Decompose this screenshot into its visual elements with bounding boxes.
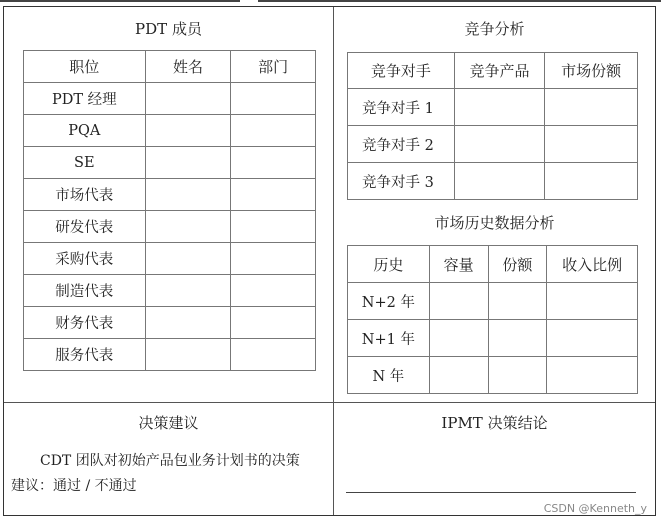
pdt-members-table	[23, 50, 316, 371]
competitor-product-cell	[454, 89, 545, 126]
market-header-history: 历史	[348, 246, 430, 283]
market-cell	[429, 320, 488, 357]
market-cell	[488, 357, 547, 394]
competition-table	[347, 52, 638, 200]
pdt-name-cell	[145, 307, 231, 339]
pdt-name-cell	[145, 179, 231, 211]
pdt-row-label: 服务代表	[24, 339, 146, 371]
market-history-table	[347, 245, 638, 394]
market-cell	[488, 283, 547, 320]
pdt-header-position: 职位	[24, 51, 146, 83]
pdt-dept-cell	[231, 339, 316, 371]
ipmt-section-title: IPMT 决策结论	[441, 414, 548, 432]
pdt-name-cell	[145, 275, 231, 307]
market-cell	[429, 283, 488, 320]
decision-section-title: 决策建议	[138, 414, 199, 432]
competitor-share-cell	[545, 89, 638, 126]
market-row-label: N 年	[348, 357, 430, 394]
pdt-row-label: PQA	[24, 115, 146, 147]
market-header-capacity: 容量	[429, 246, 488, 283]
market-header-revenue-ratio: 收入比例	[547, 246, 638, 283]
pdt-dept-cell	[231, 243, 316, 275]
watermark: CSDN @Kenneth_y	[543, 502, 647, 515]
market-history-section-title: 市场历史数据分析	[434, 214, 555, 232]
pdt-dept-cell	[231, 275, 316, 307]
market-header-share: 份额	[488, 246, 547, 283]
pdt-row-label: PDT 经理	[24, 83, 146, 115]
pdt-name-cell	[145, 83, 231, 115]
top-edge-line	[0, 0, 661, 3]
market-cell	[429, 357, 488, 394]
pdt-row-label: SE	[24, 147, 146, 179]
pdt-header-name: 姓名	[145, 51, 231, 83]
competitor-row-label: 竞争对手 1	[348, 89, 455, 126]
competitor-product-cell	[454, 126, 545, 163]
pdt-row-label: 研发代表	[24, 211, 146, 243]
pdt-row-label: 市场代表	[24, 179, 146, 211]
horizontal-divider	[4, 402, 655, 403]
market-cell	[547, 283, 638, 320]
market-cell	[547, 320, 638, 357]
competition-header-product: 竞争产品	[454, 53, 545, 89]
pdt-dept-cell	[231, 147, 316, 179]
vertical-divider	[333, 7, 334, 515]
pdt-row-label: 制造代表	[24, 275, 146, 307]
pdt-name-cell	[145, 211, 231, 243]
competition-section-title: 竞争分析	[464, 20, 525, 38]
decision-text-line-2: 建议：通过 / 不通过	[11, 478, 137, 494]
decision-text-line-1: CDT 团队对初始产品包业务计划书的决策	[40, 453, 300, 469]
pdt-dept-cell	[231, 115, 316, 147]
pdt-name-cell	[145, 243, 231, 275]
competition-header-competitor: 竞争对手	[348, 53, 455, 89]
ipmt-signature-line	[346, 492, 636, 493]
competitor-row-label: 竞争对手 2	[348, 126, 455, 163]
pdt-name-cell	[145, 115, 231, 147]
pdt-dept-cell	[231, 307, 316, 339]
pdt-row-label: 财务代表	[24, 307, 146, 339]
market-row-label: N+2 年	[348, 283, 430, 320]
pdt-dept-cell	[231, 83, 316, 115]
pdt-header-department: 部门	[231, 51, 316, 83]
competitor-share-cell	[545, 126, 638, 163]
pdt-section-title: PDT 成员	[135, 20, 202, 38]
competitor-row-label: 竞争对手 3	[348, 163, 455, 200]
competitor-product-cell	[454, 163, 545, 200]
pdt-dept-cell	[231, 179, 316, 211]
market-cell	[488, 320, 547, 357]
pdt-row-label: 采购代表	[24, 243, 146, 275]
competitor-share-cell	[545, 163, 638, 200]
pdt-dept-cell	[231, 211, 316, 243]
competition-header-share: 市场份额	[545, 53, 638, 89]
pdt-name-cell	[145, 147, 231, 179]
pdt-name-cell	[145, 339, 231, 371]
market-row-label: N+1 年	[348, 320, 430, 357]
market-cell	[547, 357, 638, 394]
